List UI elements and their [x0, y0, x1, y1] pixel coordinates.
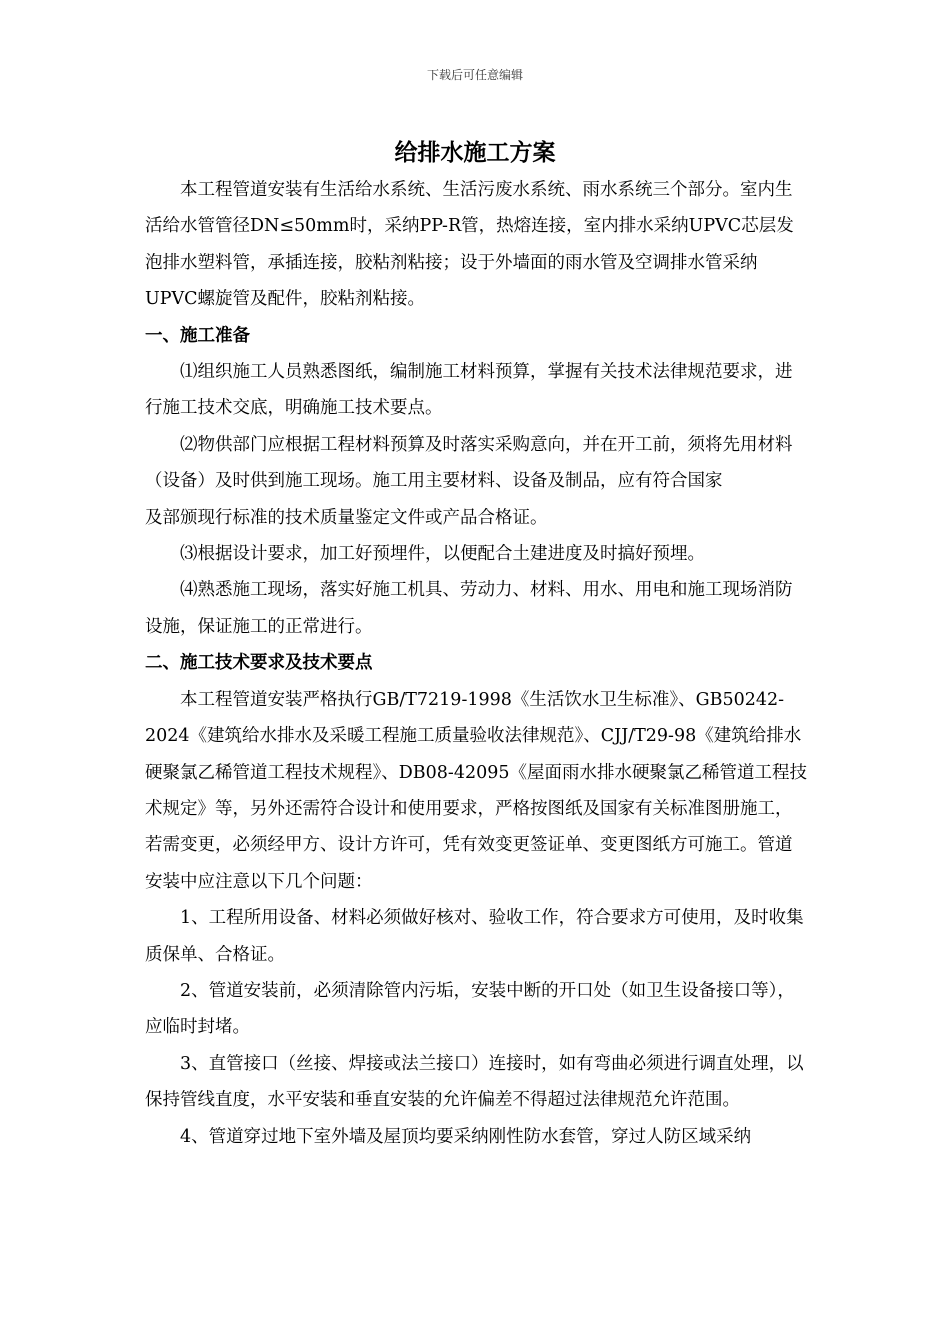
document-title: 给排水施工方案 [394, 139, 556, 166]
technical-intro-paragraph: 本工程管道安装严格执行GB/T7219-1998《生活饮水卫生标准》、GB50242-2024《建筑给水排水及采暖工程施工质量验收法律规范》、CJJ/T29-98《建筑给排水硬聚氯乙稀管道工程技术规程》、DB08-42095《屋面雨水排水硬聚氯乙稀管道工程技术规定》等，另外还需符合设计和使用要求，严格按图纸及国家有关标准图册施工，若需变更，必须经甲方、设计方许可，凭有效变更签证单、变更图纸方可施工。管道安装中应注意以下几个问题： [145, 689, 807, 892]
technical-item-3: 3、直管接口（丝接、焊接或法兰接口）连接时，如有弯曲必须进行调直处理，以保持管线直度，水平安装和垂直安装的允许偏差不得超过法律规范允许范围。 [145, 1053, 804, 1111]
preparation-item-2: ⑵物供部门应根据工程材料预算及时落实采购意向，并在开工前，须将先用材料（设备）及时供到施工现场。施工用主要材料、设备及制品，应有符合国家 [145, 434, 793, 492]
preparation-item-4: ⑷熟悉施工现场，落实好施工机具、劳动力、材料、用水、用电和施工现场消防设施，保证施工的正常进行。 [145, 580, 793, 637]
technical-item-4: 4、管道穿过地下室外墙及屋顶均要采纳刚性防水套管，穿过人防区域采纳 [180, 1126, 752, 1147]
section-heading-preparation: 一、施工准备 [145, 325, 250, 346]
section-heading-technical: 二、施工技术要求及技术要点 [145, 653, 373, 674]
preparation-item-1: ⑴组织施工人员熟悉图纸，编制施工材料预算，掌握有关技术法律规范要求，进行施工技术交底，明确施工技术要点。 [145, 362, 793, 419]
page-header-note: 下载后可任意编辑 [426, 68, 523, 82]
intro-paragraph: 本工程管道安装有生活给水系统、生活污废水系统、雨水系统三个部分。室内生活给水管管径DN≤50mm时，采纳PP-R管，热熔连接，室内排水采纳UPVC芯层发泡排水塑料管，承插连接，胶粘剂粘接；设于外墙面的雨水管及空调排水管采纳UPVC螺旋管及配件，胶粘剂粘接。 [145, 180, 794, 310]
technical-item-2: 2、管道安装前，必须清除管内污垢，安装中断的开口处（如卫生设备接口等），应临时封堵。 [145, 980, 795, 1038]
preparation-item-3: ⑶根据设计要求，加工好预埋件，以便配合土建进度及时搞好预埋。 [180, 544, 705, 565]
preparation-item-2-continued: 及部颁现行标准的技术质量鉴定文件或产品合格证。 [145, 507, 548, 528]
document-body [145, 172, 807, 1155]
technical-item-1: 1、工程所用设备、材料必须做好核对、验收工作，符合要求方可使用，及时收集质保单、合格证。 [145, 908, 804, 965]
